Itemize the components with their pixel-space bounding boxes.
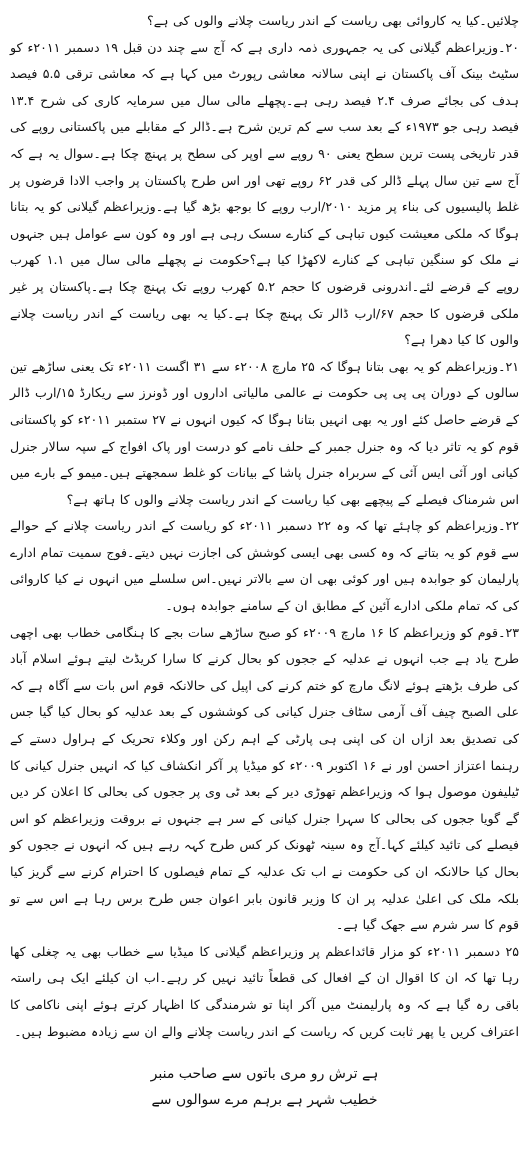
paragraph-20: ۲۰۔وزیراعظم گیلانی کی یہ جمہوری ذمہ داری ہے کہ آج سے چند دن قبل ۱۹ دسمبر ۲۰۱۱ء کو سٹیٹ بینک آف پاکستان نے اپنی سالانہ معاشی رپورٹ میں کہا ہے کہ معاشی ترقی ۵.۵ فیصد ہدف کی بجائے صرف ۲.۴ فیصد رہی ہے۔پچھلے مالی سال میں سرمایہ کاری کی شرح ۱۳.۴ فیصد رہی جو ۱۹۷۳ء کے بعد سب سے کم ترین شرح ہے۔ڈالر کے مقابلے میں پاکستانی روپے کی قدر تاریخی پست ترین سطح یعنی ۹۰ روپے سے اوپر کی سطح پر پہنچ چکا ہے۔سوال یہ ہے کہ آج سے تین سال پہلے ڈالر کی قدر ۶۲ روپے تھی اور اس طرح پاکستان پر واجب الادا قرضوں پر غلط پالیسیوں کی بناء پر مزید ۲۰۱۰/ارب روپے کا بوجھ بڑھ گیا ہے۔وزیراعظم گیلانی کو یہ بتانا ہوگا کہ ملکی معیشت کیوں تباہی کے کنارے سسک رہی ہے اور وہ کون سے عوامل ہیں جنہوں نے ملک کو سنگین تباہی کے کنارے لاکھڑا کیا ہے؟حکومت نے پچھلے مالی سال میں ۱.۱ کھرب روپے کے قرضے لئے۔اندرونی قرضوں کا حجم ۵.۲ کھرب روپے تک پہنچ چکا ہے۔پاکستان پر غیر ملکی قرضوں کا حجم ۶۷/ارب ڈالر تک پہنچ چکا ہے۔کیا یہ بھی ریاست کے اندر ریاست چلانے والوں کا کیا دھرا ہے؟ bbox=[10, 39, 520, 348]
paragraph-intro: چلائیں۔کیا یہ کاروائی بھی ریاست کے اندر ریاست چلانے والوں کی ہے؟ bbox=[147, 13, 519, 28]
paragraph-conclusion: ۲۵ دسمبر ۲۰۱۱ء کو مزار قائداعظم پر وزیراعظم گیلانی کا میڈیا سے خطاب بھی یہ چغلی کھا رہا تھا کہ ان کا اقوال ان کے افعال کی قطعاً تائید نہیں کر رہے۔اب ان کیلئے ایک ہی راستہ باقی رہ گیا ہے کہ وہ پارلیمنٹ میں آکر اپنا تو شرمندگی کا اظہار کرتے ہوئے اپنی ناکامی کا اعتراف کریں یا پھر ثابت کریں کہ ریاست کے اندر ریاست چلانے والے ان سے زیادہ مضبوط ہیں۔ bbox=[10, 943, 519, 1039]
couplet-line-1: ہے ترش رو مری باتوں سے صاحب منبر bbox=[150, 1066, 379, 1083]
paragraph-21: ۲۱۔وزیراعظم کو یہ بھی بتانا ہوگا کہ ۲۵ مارچ ۲۰۰۸ء سے ۳۱ اگست ۲۰۱۱ء تک یعنی ساڑھے تین سالوں کے دوران پی پی پی حکومت نے عالمی مالیاتی اداروں اور ڈونرز سے ریکارڈ ۱۵/ارب ڈالر کے قرضے حاصل کئے اور یہ بھی انہیں بتانا ہوگا کہ کیوں انہوں نے ۲۷ ستمبر ۲۰۱۱ء کو پاکستانی قوم کو یہ تاثر دیا کہ وہ جنرل جمبر کے حلف نامے کو درست اور پاک افواج کے سپہ سالار جنرل کیانی اور آئی ایس آئی کے سربراہ جنرل پاشا کے بیانات کو غلط سمجھتے ہیں۔میمو کے بارے میں اس شرمناک فیصلے کے پیچھے بھی کیا ریاست کے اندر ریاست چلانے والوں کا ہاتھ ہے؟ bbox=[10, 358, 520, 507]
article-body bbox=[10, 8, 519, 1045]
couplet-line-2: خطیب شہر ہے برہم مرے سوالوں سے bbox=[151, 1092, 378, 1109]
paragraph-22: ۲۲۔وزیراعظم کو چاہئے تھا کہ وہ ۲۲ دسمبر ۲۰۱۱ء کو ریاست کے اندر ریاست چلانے کے حوالے سے قوم کو یہ بتاتے کہ وہ کسی بھی ایسی کوشش کی اجازت نہیں دیتے۔فوج سمیت تمام ادارے پارلیمان کو جوابدہ ہیں اور کوئی بھی ان سے بالاتر نہیں۔اس سلسلے میں انہوں نے کیا کاروائی کی کہ تمام ملکی ادارے آئین کے مطابق ان کے سامنے جوابدہ ہوں۔ bbox=[10, 518, 519, 614]
paragraph-23: ۲۳۔قوم کو وزیراعظم کا ۱۶ مارچ ۲۰۰۹ء کو صبح ساڑھے سات بجے کا ہنگامی خطاب بھی اچھی طرح یاد ہے جب انہوں نے عدلیہ کے ججوں کو بحال کرنے کا سارا کریڈٹ لیتے ہوئے اسلام آباد کی طرف بڑھتے ہوئے لانگ مارچ کو ختم کرنے کی اپیل کی حالانکہ قوم اس بات سے آگاہ ہے کہ علی الصبح چیف آف آرمی سٹاف جنرل کیانی کی کوششوں کے بعد عدلیہ کو بحال کیا گیا جس کی تصدیق بعد ازاں ان کی اپنی ہی پارٹی کے اہم رکن اور وکلاء تحریک کے ہراول دستے کے رہنما اعتزاز احسن اور نے ۱۶ اکتوبر ۲۰۰۹ء کو میڈیا پر آکر انکشاف کیا کہ انہیں جنرل کیانی کا ٹیلیفون موصول ہوا کہ وزیراعظم تھوڑی دیر کے بعد ٹی وی پر ججوں کی بحالی کا اعلان کر دیں گے گویا ججوں کی بحالی کا سہرا جنرل کیانی کے سر ہے جنہوں نے بروقت وزیراعظم کو اس فیصلے کی تائید کیلئے کہا۔آج وہ سینہ ٹھونک کر کس طرح کہہ رہے ہیں کہ انہوں نے ججوں کو بحال کیا حالانکہ ان کی حکومت نے اب تک عدلیہ کے تمام فیصلوں کا احترام کرنے سے گریز کیا بلکہ ملک کی اعلیٰ عدلیہ پر ان کا وزیر قانون بابر اعوان جس طرح برس رہا ہے اس سے تو قوم کا سر شرم سے جھک گیا ہے۔ bbox=[10, 624, 520, 933]
closing-couplet bbox=[10, 1061, 519, 1113]
